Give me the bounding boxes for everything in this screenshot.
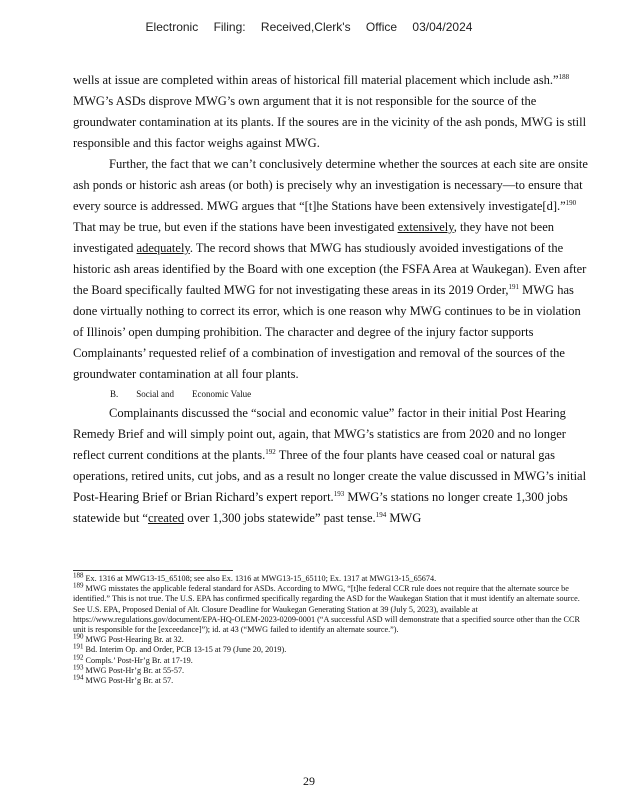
footnote: $^{191}$ Bd. Interim Op. and Order, PCB 13-15 at 79 (June 20, 2019). (73, 642, 287, 655)
footnote: $^{189}$ MWG misstates the applicable federal standard for ASDs. According to MWG, “[t]he federal CCR rule does not require that the alternate source be identified.” This is not true. The U.S. EPA has confirmed specifically regarding the ASD for the Waukegan Station that it must identify an alternate source. See U.S. EPA, Proposed Denial of Alt. Closure Deadline for Waukegan Generating Station at 39 (July 5, 2023), available at https://www.regulations.gov/document/EPA-HQ-OLEM-2023-0209-0001 (“A successful ASD will demonstrate that a specified source other than the CCR unit is responsible for the [exceedance]”); id. at 43 (“MWG failed to identify an alternate source.”). (73, 581, 580, 635)
header-date: 03/04/2024 (412, 20, 473, 34)
footnotes (73, 571, 593, 686)
filing-header (0, 20, 618, 34)
header-received: Received,Clerk's (260, 20, 351, 34)
header-filing: Filing: (213, 20, 246, 34)
paragraph-2: Further, the fact that we can’t conclusively determine whether the sources at each site are onsite ash ponds or historic ash areas (or both) is precisely why an investigation is necessary—to ensure that every source is addressed. MWG argues that “[t]he Stations have been extensively investigate[d].”$^{190}$ That may be true, but even if the stations have been investigated extensively, they have not been investigated adequately. The record shows that MWG has studiously avoided investigations of the historic ash areas identified by the Board with one exception (the FSFA Area at Waukegan). Even after the Board specifically faulted MWG for not investigating these areas in its 2019 Order,$^{191}$ MWG has done virtually nothing to correct its error, which is one reason why MWG continues to be in violation of Illinois’ open dumping prohibition. The character and degree of the injury factor supports Complainants’ requested relief of a combination of investigation and removal of the sources of the groundwater contamination at all four plants. (73, 157, 588, 381)
footnote-ref[interactable]: 194 (375, 510, 387, 519)
footnote-ref[interactable]: 188 (558, 72, 570, 81)
paragraph-1: wells at issue are completed within areas of historical fill material placement which include ash.”$^{188}$ MWG’s ASDs disprove MWG’s own argument that it is not responsible for the source of the groundwater contamination at its plants. If the soures are in the vicinity of the ash ponds, MWG is still responsible and this factor weighs against MWG. (73, 72, 587, 150)
footnote-divider (73, 570, 233, 571)
footnote-ref[interactable]: 190 (565, 198, 577, 207)
page-number: 29 (303, 774, 315, 788)
footnote: $^{193}$ MWG Post-Hr’g Br. at 55-57. (73, 663, 185, 675)
header-electronic: Electronic (145, 20, 199, 34)
section-heading: B. Social and Economic Value (110, 389, 252, 399)
paragraph-3: Complainants discussed the “social and economic value” factor in their initial Post Hearing Remedy Brief and will simply point out, again, that MWG’s statistics are from 2020 and no longer reflect current conditions at the plants.$^{192}$ Three of the four plants have ceased coal or natural gas operations, retired units, cut jobs, and as a result no longer create the value discussed in MWG’s initial Post-Hearing Brief or Brian Richard’s expert report.$^{193}$ MWG’s stations no longer create 1,300 jobs statewide but “created over 1,300 jobs statewide” past tense.$^{194}$ MWG (73, 406, 587, 525)
footnote-ref[interactable]: 192 (265, 447, 276, 456)
footnote: $^{192}$ Compls.’ Post-Hr’g Br. at 17-19. (73, 652, 193, 665)
document-body (73, 70, 593, 529)
footnote: $^{188}$ Ex. 1316 at MWG13-15_65108; see also Ex. 1316 at MWG13-15_65110; Ex. 1317 at MWG13-15_65674. (73, 571, 437, 583)
header-office: Office (365, 20, 398, 34)
footnote-ref[interactable]: 193 (333, 489, 345, 498)
footnote-ref[interactable]: 191 (508, 282, 519, 291)
footnote: $^{190}$ MWG Post-Hearing Br. at 32. (73, 632, 184, 645)
footnote: $^{194}$ MWG Post-Hr’g Br. at 57. (73, 673, 174, 686)
